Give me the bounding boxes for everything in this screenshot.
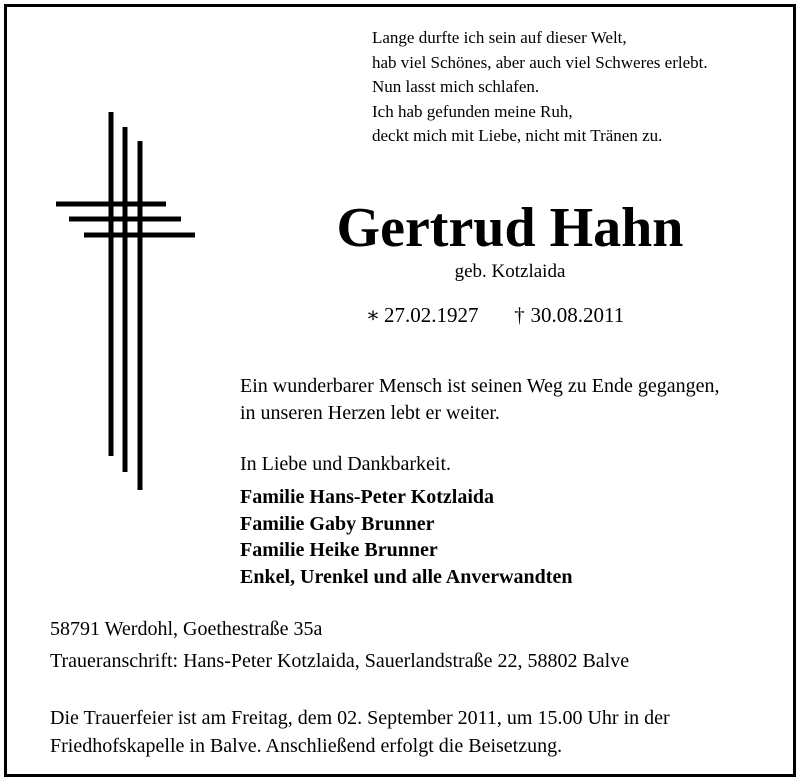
mourner-list (240, 484, 572, 590)
poem-line: Ich hab gefunden meine Ruh, (372, 101, 573, 121)
thanks-line: In Liebe und Dankbarkeit. (240, 453, 452, 475)
mourner-family: Familie Gaby Brunner (240, 512, 435, 535)
death-cross-icon: † (514, 303, 525, 327)
funeral-info (50, 704, 670, 760)
birth-date: 27.02.1927 (384, 303, 479, 327)
epitaph-line: Ein wunderbarer Mensch ist seinen Weg zu Ende gegangen, (240, 375, 720, 397)
poem-line: Nun lasst mich schlafen. (372, 77, 540, 96)
mourning-address: Traueranschrift: Hans-Peter Kotzlaida, Sauerlandstraße 22, 58802 Balve (50, 650, 630, 672)
mourner-family: Enkel, Urenkel und alle Anverwandten (240, 565, 573, 588)
poem (372, 26, 708, 149)
deceased-name: Gertrud Hahn (336, 197, 684, 259)
epitaph (240, 373, 720, 427)
birth-name: geb. Kotzlaida (454, 261, 566, 282)
epitaph-line: in unseren Herzen lebt er weiter. (240, 402, 500, 424)
triple-cross-icon (54, 110, 204, 500)
death-date: 30.08.2011 (530, 303, 625, 327)
poem-line: hab viel Schönes, aber auch viel Schweres erlebt. (372, 52, 708, 72)
funeral-info-line: Die Trauerfeier ist am Freitag, dem 02. September 2011, um 15.00 Uhr in der (50, 707, 670, 729)
poem-line: deckt mich mit Liebe, nicht mit Tränen zu. (372, 126, 663, 145)
life-dates (362, 300, 624, 330)
mourner-family: Familie Heike Brunner (240, 539, 438, 561)
birth-star-icon: ∗ (365, 303, 381, 327)
residence-address: 58791 Werdohl, Goethestraße 35a (50, 618, 323, 640)
poem-line: Lange durfte ich sein auf dieser Welt, (372, 28, 627, 47)
funeral-info-line: Friedhofskapelle in Balve. Anschließend erfolgt die Beisetzung. (50, 735, 563, 757)
mourner-family: Familie Hans-Peter Kotzlaida (240, 486, 495, 508)
